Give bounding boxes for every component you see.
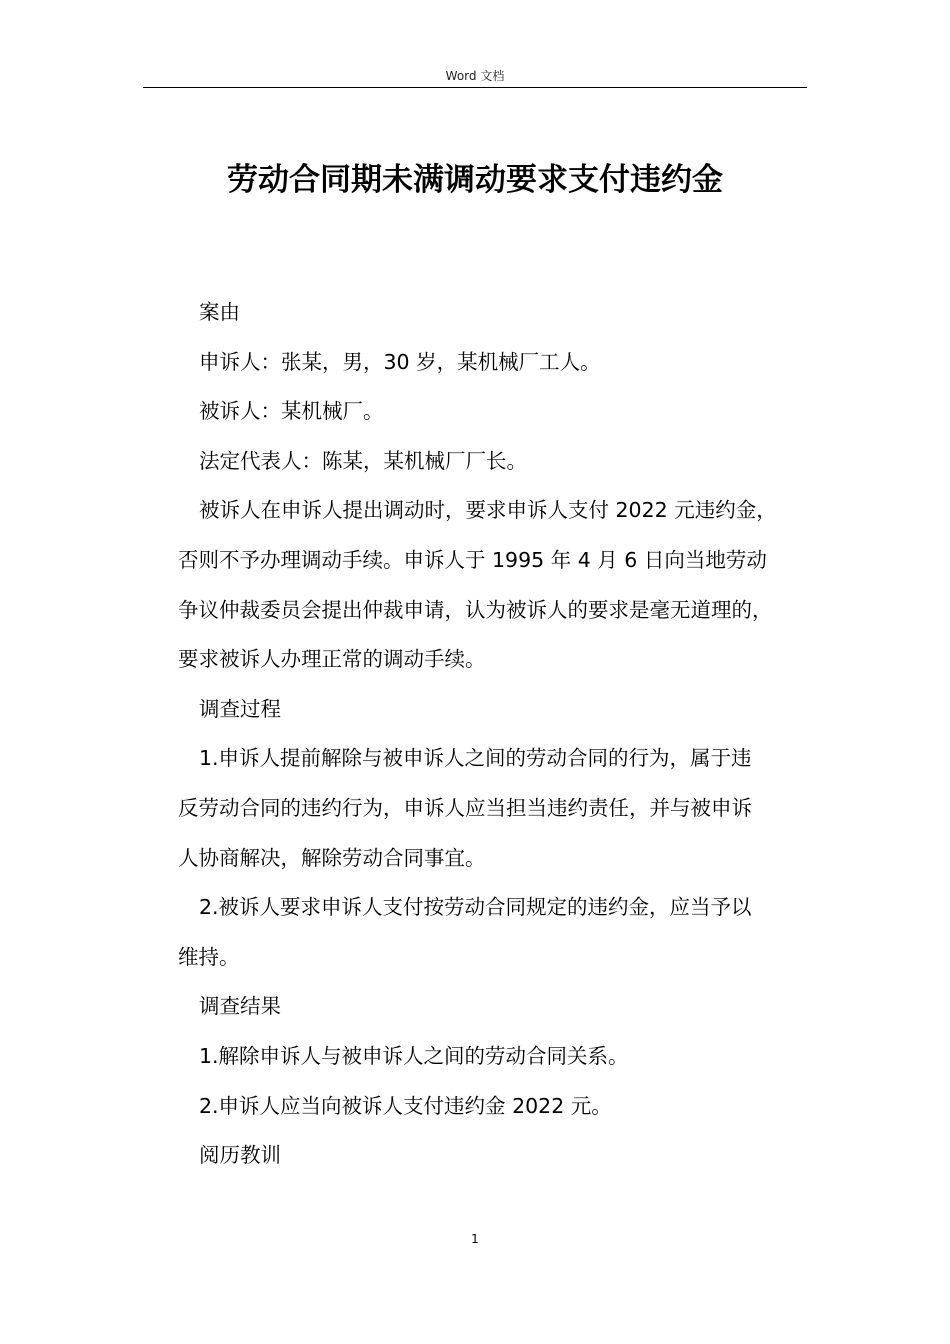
paragraph-investigation-heading bbox=[178, 685, 818, 735]
paragraph-line: 要求被诉人办理正常的调动手续。 bbox=[178, 647, 486, 672]
paragraph-investigation-point-2 bbox=[178, 883, 818, 982]
paragraph-line: 申诉人：张某，男，30 岁，某机械厂工人。 bbox=[199, 349, 601, 374]
paragraph-line: 1.申诉人提前解除与被申诉人之间的劳动合同的行为，属于违 bbox=[199, 746, 752, 771]
paragraph-result-point-2 bbox=[178, 1082, 818, 1132]
paragraph-line: 1.解除申诉人与被申诉人之间的劳动合同关系。 bbox=[199, 1043, 629, 1068]
page-header: Word 文档 bbox=[445, 69, 505, 83]
paragraph-line: 维持。 bbox=[178, 944, 240, 969]
paragraph-line: 被诉人在申诉人提出调动时，要求申诉人支付 2022 元违约金， bbox=[199, 498, 777, 523]
paragraph-lessons-heading bbox=[178, 1131, 818, 1181]
paragraph-result-heading bbox=[178, 982, 818, 1032]
paragraph-result-point-1 bbox=[178, 1032, 818, 1082]
page-number: 1 bbox=[471, 1232, 479, 1246]
paragraph-respondent bbox=[178, 387, 818, 437]
paragraph-line: 调查过程 bbox=[199, 696, 281, 721]
paragraph-investigation-point-1 bbox=[178, 734, 818, 883]
paragraph-line: 否则不予办理调动手续。申诉人于 1995 年 4 月 6 日向当地劳动 bbox=[178, 547, 767, 572]
paragraph-legal-representative bbox=[178, 437, 818, 487]
paragraph-line: 2.申诉人应当向被诉人支付违约金 2022 元。 bbox=[199, 1093, 612, 1118]
paragraph-line: 案由 bbox=[199, 300, 240, 324]
document-title: 劳动合同期未满调动要求支付违约金 bbox=[227, 162, 723, 198]
paragraph-line: 被诉人：某机械厂。 bbox=[199, 399, 384, 424]
paragraph-case-facts bbox=[178, 486, 818, 684]
header-rule bbox=[143, 87, 807, 88]
paragraph-line: 法定代表人：陈某，某机械厂厂长。 bbox=[199, 448, 527, 473]
document-body bbox=[178, 288, 818, 1181]
paragraph-complainant bbox=[178, 338, 818, 388]
paragraph-line: 反劳动合同的违约行为，申诉人应当担当违约责任，并与被申诉 bbox=[178, 795, 752, 820]
paragraph-case-heading bbox=[178, 288, 818, 338]
paragraph-line: 2.被诉人要求申诉人支付按劳动合同规定的违约金，应当予以 bbox=[199, 895, 752, 920]
paragraph-line: 人协商解决，解除劳动合同事宜。 bbox=[178, 845, 486, 870]
paragraph-line: 争议仲裁委员会提出仲裁申请，认为被诉人的要求是毫无道理的， bbox=[178, 597, 773, 622]
paragraph-line: 阅历教训 bbox=[199, 1143, 281, 1168]
paragraph-line: 调查结果 bbox=[199, 994, 281, 1019]
